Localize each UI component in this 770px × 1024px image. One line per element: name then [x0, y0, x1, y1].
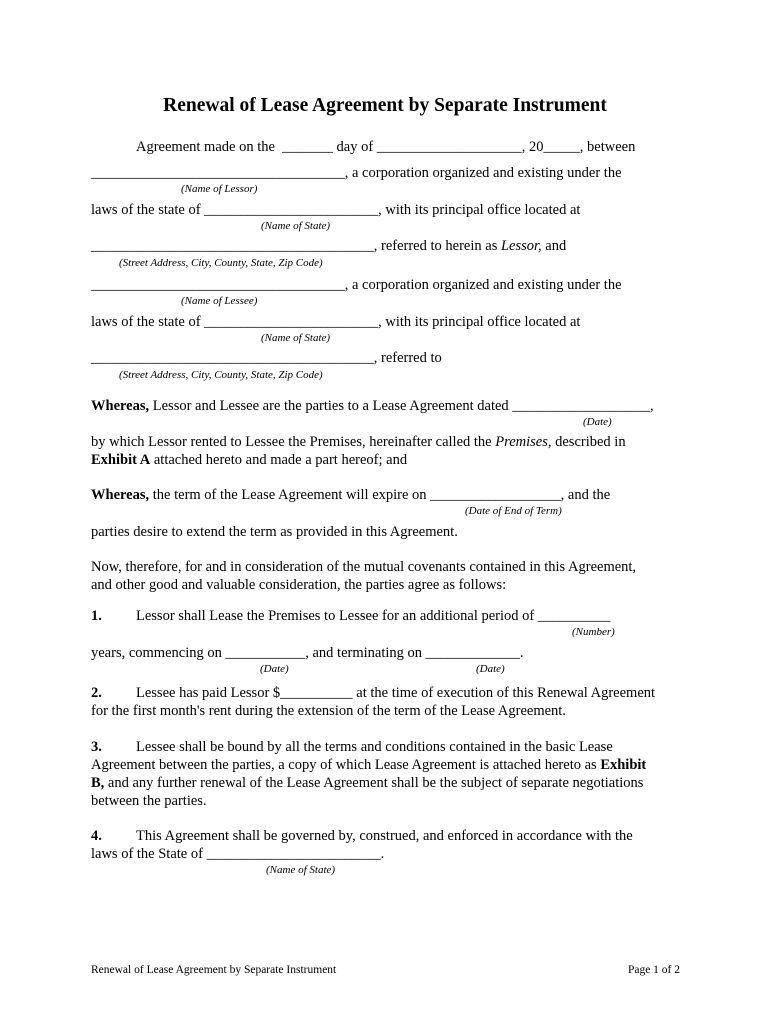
footer-title: Renewal of Lease Agreement by Separate Instrument [91, 964, 337, 976]
lessee-name-caption: (Name of Lessee) [181, 295, 258, 307]
clause-3-line-2-text: Agreement between the parties, a copy of which Lease Agreement is attached hereto as [91, 757, 601, 773]
whereas-expire-text: the term of the Lease Agreement will expire on __________________, and the [149, 487, 611, 503]
premises-line [91, 434, 626, 451]
lessor-address-caption: (Street Address, City, County, State, Zip Code) [119, 257, 323, 269]
page-number: Page 1 of 2 [627, 964, 680, 976]
clause-4-text: This Agreement shall be governed by, construed, and enforced in accordance with the [136, 828, 633, 844]
period-number-caption: (Number) [572, 626, 615, 638]
governing-state-caption: (Name of State) [266, 864, 336, 876]
exhibit-b-letter: B, [91, 775, 105, 791]
end-of-term-caption: (Date of End of Term) [465, 505, 562, 517]
governing-state-line: laws of the State of ________________________. [91, 846, 385, 862]
clause-3-line-2 [91, 757, 646, 774]
exhibit-a-line [91, 452, 407, 469]
lessor-address-line [91, 238, 566, 255]
clause-3-number: 3. [91, 739, 102, 755]
whereas-lead: Whereas, [91, 398, 150, 414]
lessor-address-blank: _______________________________________ [91, 238, 374, 254]
lessor-name-line: ___________________________________, a corporation organized and existing under the [91, 165, 622, 181]
clause-3-line-3 [91, 775, 643, 792]
clause-2-line-2: for the first month's rent during the extension of the term of the Lease Agreement. [91, 703, 566, 719]
lessee-address-caption: (Street Address, City, County, State, Zip Code) [119, 369, 323, 381]
consideration-line-1: Now, therefore, for and in consideration of the mutual covenants contained in this Agreement, [91, 559, 637, 575]
lessee-state-line: laws of the state of ________________________, with its principal office located at [91, 314, 581, 330]
lessee-name-line: ___________________________________, a corporation organized and existing under the [91, 277, 622, 293]
whereas-lease-text: Lessor and Lessee are the parties to a Lease Agreement dated ___________________, [149, 398, 654, 414]
clause-2-text: Lessee has paid Lessor $__________ at the time of execution of this Renewal Agreement [136, 685, 656, 701]
extend-term-line: parties desire to extend the term as provided in this Agreement. [91, 524, 458, 540]
exhibit-a-label: Exhibit A [91, 452, 151, 468]
clause-2-number: 2. [91, 685, 102, 701]
lessee-state-caption: (Name of State) [261, 332, 331, 344]
whereas-expire-line [91, 487, 610, 504]
premises-text-a: by which Lessor rented to Lessee the Premises, hereinafter called the [91, 434, 496, 450]
whereas-lead-2: Whereas, [91, 487, 150, 503]
clause-1-dates-line: years, commencing on ___________, and terminating on _____________. [91, 645, 524, 661]
clause-4-number: 4. [91, 828, 102, 844]
lessee-address-line: _______________________________________, referred to [91, 350, 442, 366]
clause-3-line-3-text: and any further renewal of the Lease Agreement shall be the subject of separate negotiations [104, 775, 644, 791]
lessor-defined-term: Lessor, [500, 238, 542, 254]
consideration-line-2: and other good and valuable consideration, the parties agree as follows: [91, 577, 507, 593]
clause-1-number: 1. [91, 608, 102, 624]
lease-date-caption: (Date) [583, 416, 612, 428]
clause-1-text: Lessor shall Lease the Premises to Lessee for an additional period of __________ [136, 608, 611, 624]
premises-text-b: , described in [547, 434, 626, 450]
lessor-name-caption: (Name of Lessor) [181, 183, 258, 195]
clause-3-text: Lessee shall be bound by all the terms and conditions contained in the basic Lease [136, 739, 613, 755]
lessor-address-suffix: , referred to herein as [373, 238, 501, 254]
document-title: Renewal of Lease Agreement by Separate Instrument [163, 95, 607, 116]
lessor-address-end: and [541, 238, 567, 254]
terminating-date-caption: (Date) [476, 663, 505, 675]
whereas-lease-line [91, 398, 654, 415]
commencing-date-caption: (Date) [260, 663, 289, 675]
agreement-date-line: Agreement made on the _______ day of ____________________, 20_____, between [136, 139, 636, 155]
lessor-state-line: laws of the state of ________________________, with its principal office located at [91, 202, 581, 218]
exhibit-a-text: attached hereto and made a part hereof; and [150, 452, 408, 468]
premises-defined-term: Premises [495, 434, 548, 450]
clause-3-line-4: between the parties. [91, 793, 207, 809]
exhibit-b-label: Exhibit [600, 757, 647, 773]
lessor-state-caption: (Name of State) [261, 220, 331, 232]
